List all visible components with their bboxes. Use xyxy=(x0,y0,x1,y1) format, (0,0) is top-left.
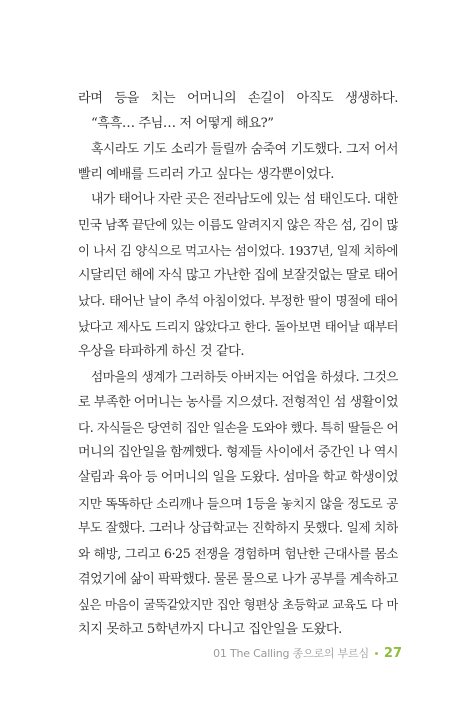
separator-dot-icon xyxy=(375,652,378,655)
text-line: 부도 잘했다. 그러나 상급학교는 진학하지 못했다. 일제 치하 xyxy=(78,521,398,537)
text-line: 살림과 육아 등 어머니의 일을 도왔다. 섬마을 학교 학생이었 xyxy=(78,470,398,486)
text-line: 났다. 태어난 날이 추석 아침이었다. 부정한 딸이 명절에 태어 xyxy=(78,293,398,309)
text-line: 지만 똑똑하단 소리깨나 들으며 1등을 놓치지 않을 정도로 공 xyxy=(78,495,398,511)
text-line: 머니의 집안일을 함께했다. 형제들 사이에서 중간인 나 역시 xyxy=(78,445,398,461)
page-footer xyxy=(213,644,402,662)
text-line: 혹시라도 기도 소리가 들릴까 숨죽여 기도했다. 그저 어서 xyxy=(91,141,398,157)
text-line: 이 나서 김 양식으로 먹고사는 섬이었다. 1937년, 일제 치하에 xyxy=(78,242,398,258)
text-line: 섬마을의 생계가 그러하듯 아버지는 어업을 하셨다. 그것으 xyxy=(91,369,398,385)
text-line: 라며 등을 치는 어머니의 손길이 아직도 생생하다. xyxy=(78,91,398,106)
text-line: 우상을 타파하게 하신 것 같다. xyxy=(78,343,245,359)
text-line: 빨리 예배를 드리러 가고 싶다는 생각뿐이었다. xyxy=(78,166,334,182)
text-line: 났다고 제사도 드리지 않았다고 한다. 돌아보면 태어날 때부터 xyxy=(78,318,398,334)
text-line: 로 부족한 어머니는 농사를 지으셨다. 전형적인 섬 생활이었 xyxy=(78,394,398,410)
text-line: 시달리던 해에 자식 많고 가난한 집에 보잘것없는 딸로 태어 xyxy=(78,268,398,284)
text-line: 치지 못하고 5학년까지 다니고 집안일을 도왔다. xyxy=(78,622,342,638)
text-line: 겪었기에 삶이 팍팍했다. 물론 물으로 나가 공부를 계속하고 xyxy=(78,571,398,587)
text-line: “흑흑… 주님… 저 어떻게 해요?” xyxy=(91,116,274,132)
body-text xyxy=(78,86,398,643)
running-head: 01 The Calling 종으로의 부르심 xyxy=(213,647,369,660)
text-line: 와 해방, 그리고 6·25 전쟁을 경험하며 험난한 근대사를 몸소 xyxy=(78,546,398,562)
text-line: 싶은 마음이 굴뚝같았지만 집안 형편상 초등학교 교육도 다 마 xyxy=(78,596,398,612)
page-number: 27 xyxy=(383,645,402,661)
text-line: 다. 자식들은 당연히 집안 일손을 도와야 했다. 특히 딸들은 어 xyxy=(78,419,398,435)
text-line: 민국 남쪽 끝단에 있는 이름도 알려지지 않은 작은 섬, 김이 많 xyxy=(78,217,398,233)
text-line: 내가 태어나 자란 곳은 전라남도에 있는 섬 태인도다. 대한 xyxy=(91,192,398,208)
